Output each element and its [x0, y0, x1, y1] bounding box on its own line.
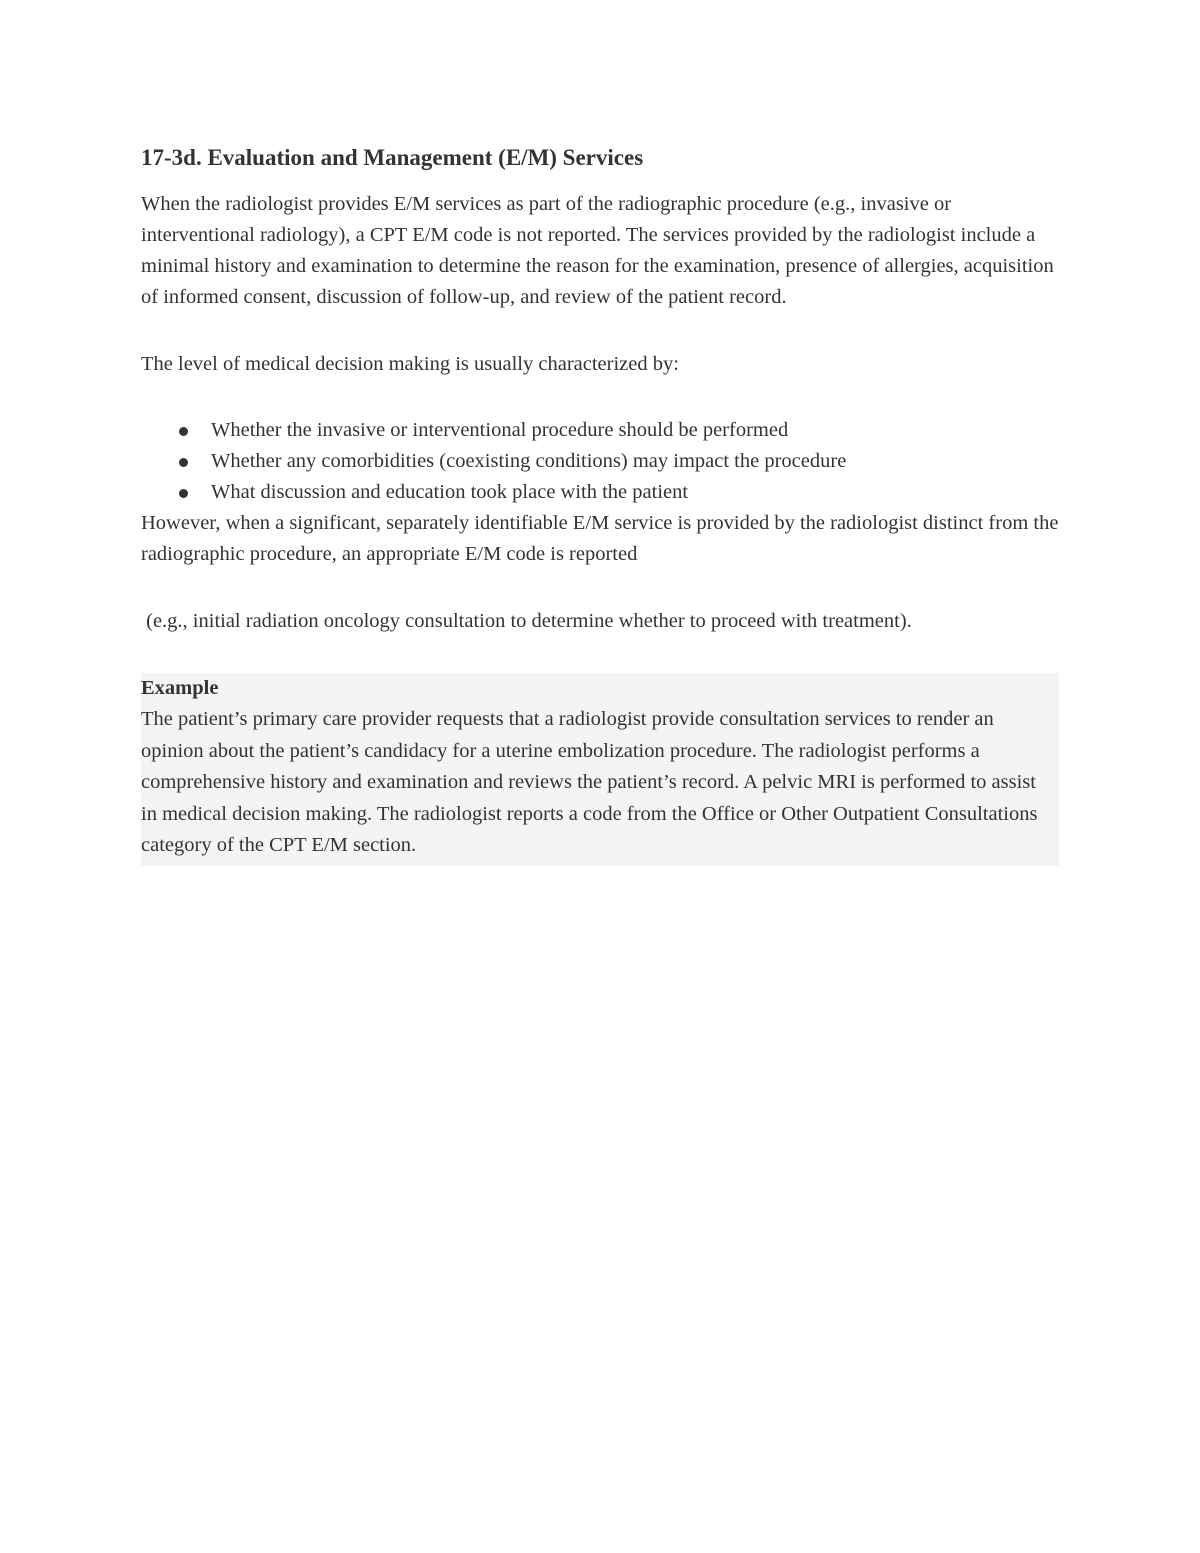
bullet-icon	[179, 427, 188, 436]
section-heading: 17-3d. Evaluation and Management (E/M) Services	[141, 145, 644, 170]
example-box	[141, 673, 1059, 866]
list-item-text: Whether any comorbidities (coexisting conditions) may impact the procedure	[211, 450, 847, 472]
document-page	[141, 142, 1061, 866]
example-title: Example	[141, 677, 219, 699]
bullet-icon	[179, 489, 188, 498]
list-item	[141, 477, 1061, 508]
however-paragraph: However, when a significant, separately identifiable E/M service is provided by the radiologist distinct from the radiographic procedure, an appropriate E/M code is reported	[141, 512, 1059, 565]
list-item-text: What discussion and education took place with the patient	[211, 481, 689, 503]
example-note-paragraph: (e.g., initial radiation oncology consultation to determine whether to proceed with treatment).	[141, 610, 912, 632]
list-item-text: Whether the invasive or interventional procedure should be performed	[211, 419, 789, 441]
intro-paragraph: When the radiologist provides E/M services as part of the radiographic procedure (e.g., invasive or interventional radiology), a CPT E/M code is not reported. The services provided by the radiologist include a minimal history and examination to determine the reason for the examination, presence of allergies, acquisition of informed consent, discussion of follow-up, and review of the patient record.	[141, 193, 1054, 308]
list-item	[141, 415, 1061, 446]
decision-making-paragraph: The level of medical decision making is usually characterized by:	[141, 353, 679, 375]
list-item	[141, 446, 1061, 477]
example-text: The patient’s primary care provider requests that a radiologist provide consultation services to render an opinion about the patient’s candidacy for a uterine embolization procedure. The radiologist performs a comprehensive history and examination and reviews the patient’s record. A pelvic MRI is performed to assist in medical decision making. The radiologist reports a code from the Office or Other Outpatient Consultations category of the CPT E/M section.	[141, 708, 1038, 856]
bullet-icon	[179, 458, 188, 467]
decision-factors-list	[141, 415, 1061, 508]
